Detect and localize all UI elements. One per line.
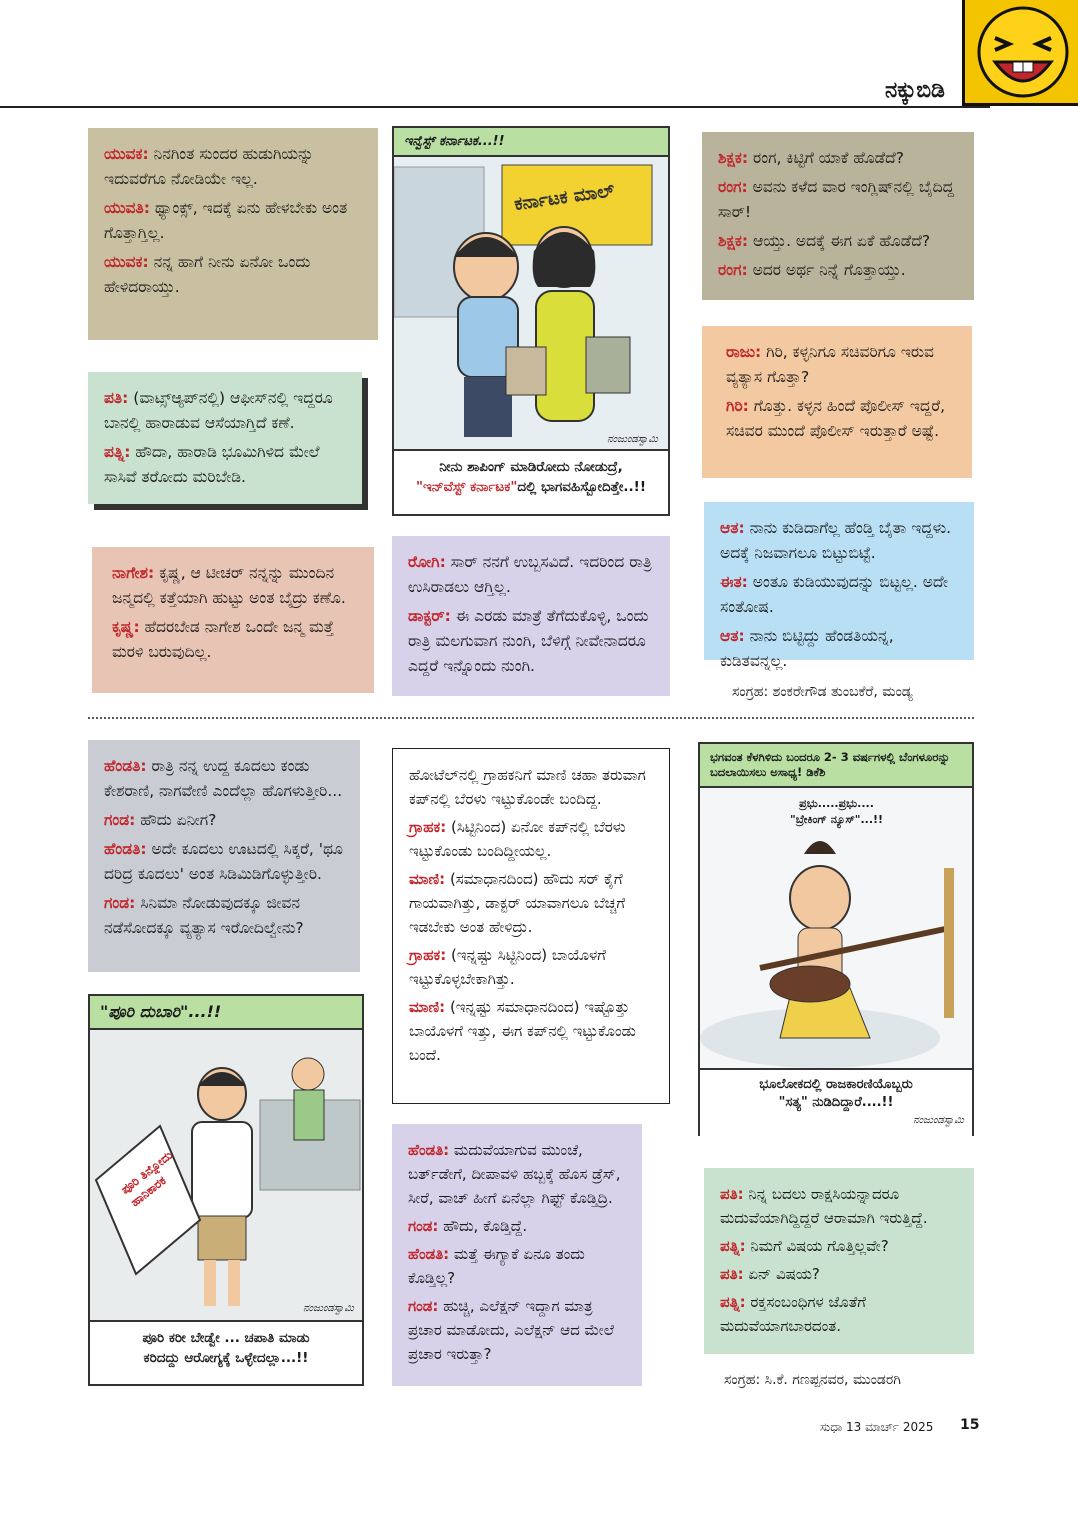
joke-line: ಗಂಡ: ಸಿನಿಮಾ ನೋಡುವುದಕ್ಕೂ ಜೀವನ ನಡೆಸೋದಕ್ಕೂ ವ್ಯತ್ಯಾಸ ಇರೋದಿಲ್ವೇನು? (104, 894, 304, 937)
cartoon-caption: ನೀನು ಶಾಪಿಂಗ್ ಮಾಡಿರೋದು ನೋಡುದ್ರೆ, "ಇನ್‌ವೆಸ್ಟ್ ಕರ್ನಾಟಕ"ದಲ್ಲಿ ಭಾಗವಹಿಸ್ಬೋದಿತ್ತೇ..!! (394, 449, 668, 503)
cartoon-breaking-news (698, 742, 974, 1136)
cartoon-illustration (700, 788, 972, 1068)
joke-card-8 (88, 740, 360, 972)
joke-line: ಹೆಂಡತಿ: ರಾತ್ರಿ ನನ್ನ ಉದ್ದ ಕೂದಲು ಕಂಡು ಕೇಶರಾಣಿ, ನಾಗವೇಣಿ ಎಂದೆಲ್ಲಾ ಹೊಗಳುತ್ತೀರಿ... (104, 757, 343, 800)
cartoon-caption: ಭೂಲೋಕದಲ್ಲಿ ರಾಜಕಾರಣಿಯೊಬ್ಬರು "ಸತ್ಯ" ನುಡಿದಿದ್ದಾರೆ....!! ನಂಜುಂಡಸ್ವಾಮಿ (700, 1068, 972, 1136)
joke-line: ಪತ್ನಿ: ರಕ್ತಸಂಬಂಧಿಗಳ ಜೊತೆಗೆ ಮದುವೆಯಾಗಬಾರದಂತ. (720, 1293, 866, 1335)
laughing-face-icon (965, 0, 1078, 106)
header-divider (0, 106, 990, 108)
joke-line: ಯುವಕ: ನಿನಗಿಂತ ಸುಂದರ ಹುಡುಗಿಯನ್ನು ಇದುವರೆಗೂ ನೋಡಿಯೇ ಇಲ್ಲ. (104, 145, 314, 188)
joke-line: ಹೆಂಡತಿ: ಅದೇ ಕೂದಲು ಊಟದಲ್ಲಿ ಸಿಕ್ಕರೆ, 'ಥೂ ದರಿದ್ರ ಕೂದಲು' ಅಂತ ಸಿಡಿಮಿಡಿಗೊಳ್ಳುತ್ತೀರಿ. (104, 840, 343, 883)
joke-card-9 (392, 748, 670, 1104)
joke-line: ಪತಿ: ನಿನ್ನ ಬದಲು ರಾಕ್ಷಸಿಯನ್ನಾದರೂ ಮದುವೆಯಾಗಿದ್ದಿದ್ದರೆ ಆರಾಮಾಗಿ ಇರುತ್ತಿದ್ದೆ. (720, 1185, 928, 1227)
joke-line: ಗಿರಿ: ಗೊತ್ತು. ಕಳ್ಳನ ಹಿಂದೆ ಪೊಲೀಸ್ ಇದ್ದರೆ, ಸಚಿವರ ಮುಂದೆ ಪೊಲೀಸ್ ಇರುತ್ತಾರೆ ಅಷ್ಟೆ. (726, 397, 946, 440)
artist-signature: ನಂಜುಂಡಸ್ವಾಮಿ (303, 1303, 354, 1314)
joke-line: ಗಂಡ: ಹೌದು ಏನೀಗ? (104, 811, 217, 829)
footer-text: ಸುಧಾ 13 ಮಾರ್ಚ್ 2025 (820, 1420, 934, 1434)
joke-card-7 (704, 502, 974, 670)
cartoon-title: ಭಗವಂತ ಕೆಳಗಿಳಿದು ಬಂದರೂ 2- 3 ವರ್ಷಗಳಲ್ಲಿ ಬೆಂಗಳೂರನ್ನು ಬದಲಾಯಿಸಲು ಅಸಾಧ್ಯ! ಡಿಕೆಶಿ (700, 744, 972, 788)
joke-line: ಶಿಕ್ಷಕ: ರಂಗ, ಕಿಟ್ಟಿಗೆ ಯಾಕೆ ಹೊಡೆದೆ? (718, 149, 904, 167)
joke-card-3 (92, 547, 374, 693)
joke-line: ಈತ: ಅಂತೂ ಕುಡಿಯುವುದನ್ನು ಬಿಟ್ಟಲ್ಲ. ಅದೇ ಸಂತೋಷ. (720, 573, 949, 616)
joke-line: ಗ್ರಾಹಕ: (ಸಿಟ್ಟಿನಿಂದ) ಏನೋ ಕಪ್‌ನಲ್ಲಿ ಬೆರಳು ಇಟ್ಟುಕೊಂಡು ಬಂದಿದ್ದೀಯಲ್ಲ. (409, 818, 626, 860)
joke-line: ರಾಜು: ಗಿರಿ, ಕಳ್ಳನಿಗೂ ಸಚಿವರಿಗೂ ಇರುವ ವ್ಯತ್ಯಾಸ ಗೊತ್ತಾ? (726, 343, 934, 386)
joke-card-5 (702, 132, 974, 300)
joke-card-6 (702, 326, 972, 478)
joke-line: ಆತ: ನಾನು ಬಿಟ್ಟಿದ್ದು ಹೆಂಡತಿಯನ್ನ, ಕುಡಿತವನ್ನಲ್ಲ. (720, 627, 894, 670)
joke-card-4 (392, 536, 670, 696)
artist-signature: ನಂಜುಂಡಸ್ವಾಮಿ (913, 1115, 964, 1126)
credit-top: ಸಂಗ್ರಹ: ಶಂಕರೇಗೌಡ ತುಂಬಕೆರೆ, ಮಂಡ್ಯ (732, 684, 913, 700)
joke-line: ಯುವಕ: ನನ್ನ ಹಾಗೆ ನೀನು ಏನೋ ಒಂದು ಹೇಳಿದರಾಯ್ತು. (104, 253, 311, 296)
page-number: 15 (960, 1417, 980, 1433)
joke-line: ರಂಗ: ಅದರ ಅರ್ಥ ನಿನ್ನೆ ಗೊತ್ತಾಯ್ತು. (718, 261, 906, 279)
joke-card-2 (88, 372, 362, 504)
joke-line: ಪತ್ನಿ: ಹೌದಾ, ಹಾರಾಡಿ ಭೂಮಿಗಿಳಿದ ಮೇಲೆ ಸಾಸಿವೆ ತರೋದು ಮರಿಬೇಡಿ. (104, 443, 320, 486)
joke-line: ಮಾಣಿ: (ಇನ್ನಷ್ಟು ಸಮಾಧಾನದಿಂದ) ಇಷ್ಟೊತ್ತು ಬಾಯೊಳಗೆ ಇತ್ತು, ಈಗ ಕಪ್‌ನಲ್ಲಿ ಇಟ್ಟುಕೊಂಡು ಬಂದೆ. (409, 998, 636, 1064)
cartoon-illustration (90, 1030, 362, 1320)
joke-line: ಪತ್ನಿ: ನಿಮಗೆ ವಿಷಯ ಗೊತ್ತಿಲ್ಲವೇ? (720, 1237, 889, 1255)
joke-line: ಪತಿ: (ವಾಟ್ಸ್ಆ್ಯಪ್‌ನಲ್ಲಿ) ಆಫೀಸ್‌ನಲ್ಲಿ ಇದ್ದರೂ ಬಾನಲ್ಲಿ ಹಾರಾಡುವ ಆಸೆಯಾಗ್ತಿದೆ ಕಣೆ. (104, 389, 333, 432)
joke-line: ಮಾಣಿ: (ಸಮಾಧಾನದಿಂದ) ಹೌದು ಸರ್ ಕೈಗೆ ಗಾಯವಾಗಿತ್ತು, ಡಾಕ್ಟರ್ ಯಾವಾಗಲೂ ಬೆಚ್ಚಗೆ ಇಡಬೇಕು ಅಂತ ಹೇಳಿದ್ರು. (409, 870, 626, 936)
shop-sign: ಕರ್ನಾಟಕ ಮಾಲ್ (513, 180, 616, 215)
artist-signature: ನಂಜುಂಡಸ್ವಾಮಿ (607, 434, 658, 445)
joke-line: ರಂಗ: ಅವನು ಕಳೆದ ವಾರ ಇಂಗ್ಲಿಷ್‌ನಲ್ಲಿ ಬೈದಿದ್ದ ಸಾರ್! (718, 178, 955, 221)
joke-line: ಯುವತಿ: ಥ್ಯಾಂಕ್ಸ್, ಇದಕ್ಕೆ ಏನು ಹೇಳಬೇಕು ಅಂತ ಗೊತ್ತಾಗ್ತಿಲ್ಲ. (104, 199, 348, 242)
cartoon-invest-karnataka (392, 126, 670, 516)
cartoon-title: "ಪೂರಿ ದುಬಾರಿ"...!! (90, 996, 362, 1030)
joke-line: ಕೃಷ್ಣ: ಹೆದರಬೇಡ ನಾಗೇಶ ಒಂದೇ ಜನ್ಮ ಮತ್ತೆ ಮರಳಿ ಬರುವುದಿಲ್ಲ. (112, 618, 334, 661)
cartoon-poori-dubari (88, 994, 364, 1386)
joke-line: ಶಿಕ್ಷಕ: ಆಯ್ತು. ಅದಕ್ಕೆ ಈಗ ಏಕೆ ಹೊಡೆದೆ? (718, 232, 931, 250)
joke-line: ಹೆಂಡತಿ: ಮತ್ತೆ ಈಗ್ಯಾಕೆ ಏನೂ ತಂದು ಕೊಡ್ತಿಲ್ಲ? (408, 1245, 585, 1287)
credit-bottom: ಸಂಗ್ರಹ: ಸಿ.ಕೆ. ಗಣಪ್ಪನವರ, ಮುಂಡರಗಿ (724, 1372, 901, 1388)
narada-with-veena-drawing (700, 788, 972, 1068)
joke-line: ನಾಗೇಶ: ಕೃಷ್ಣ, ಆ ಟೀಚರ್ ನನ್ನನ್ನು ಮುಂದಿನ ಜನ್ಮದಲ್ಲಿ ಕತ್ತೆಯಾಗಿ ಹುಟ್ಟು ಅಂತ ಬೈದ್ರು ಕಣೊ. (112, 564, 346, 607)
cartoon-caption: ಪೂರಿ ಕರೀ ಬೇಡ್ವೇ ... ಚಪಾತಿ ಮಾಡು ಕರಿದದ್ದು ಆರೋಗ್ಯಕ್ಕೆ ಒಳ್ಳೇದಲ್ಲಾ...!! (90, 1320, 362, 1374)
newspaper-headline: ಪೂರಿ ತಿನ್ನೋದು ಹಾನಿಕಾರಕ (118, 1148, 176, 1210)
speech-bubble: ಪ್ರಭು.....ಪ್ರಭು.... "ಬ್ರೇಕಿಂಗ್ ನ್ಯೂಸ್"...!! (790, 797, 884, 826)
cartoon-title: ಇನ್ವೆಸ್ಟ್ ಕರ್ನಾಟಕ...!! (394, 128, 668, 157)
joke-line: ಹೆಂಡತಿ: ಮದುವೆಯಾಗುವ ಮುಂಚೆ, ಬರ್ತ್‌ಡೇಗೆ, ದೀಪಾವಳಿ ಹಬ್ಬಕ್ಕೆ ಹೊಸ ಡ್ರೆಸ್, ಸೀರೆ, ವಾಚ್ ಹೀಗೆ ಏನೆಲ್ಲಾ ಗಿಫ್ಟ್ ಕೊಡ್ತಿದ್ರಿ. (408, 1141, 621, 1207)
joke-card-1 (88, 128, 378, 340)
joke-card-10 (392, 1124, 642, 1386)
section-title: ನಕ್ಕುಬಿಡಿ (885, 78, 945, 103)
joke-line: ಹೋಟೆಲ್‌ನಲ್ಲಿ ಗ್ರಾಹಕನಿಗೆ ಮಾಣಿ ಚಹಾ ತರುವಾಗ ಕಪ್‌ನಲ್ಲಿ ಬೆರಳು ಇಟ್ಟುಕೊಂಡೇ ಬಂದಿದ್ದ. (409, 766, 646, 808)
joke-line: ಗ್ರಾಹಕ: (ಇನ್ನಷ್ಟು ಸಿಟ್ಟಿನಿಂದ) ಬಾಯೊಳಗೆ ಇಟ್ಟುಕೊಳ್ಳಬೇಕಾಗಿತ್ತು. (409, 946, 606, 988)
section-divider (88, 717, 974, 719)
joke-line: ಗಂಡ: ಹುಚ್ಚಿ, ಎಲೆಕ್ಷನ್ ಇದ್ದಾಗ ಮಾತ್ರ ಪ್ರಚಾರ ಮಾಡೋದು, ಎಲೆಕ್ಷನ್ ಆದ ಮೇಲೆ ಪ್ರಚಾರ ಇರುತ್ತಾ? (408, 1297, 615, 1363)
joke-line: ರೋಗಿ: ಸಾರ್ ನನಗೆ ಉಬ್ಬಸವಿದೆ. ಇದರಿಂದ ರಾತ್ರಿ ಉಸಿರಾಡಲು ಆಗ್ತಿಲ್ಲ. (408, 553, 652, 596)
joke-line: ಗಂಡ: ಹೌದು, ಕೊಡ್ತಿದ್ದೆ. (408, 1217, 528, 1235)
joke-line: ಆತ: ನಾನು ಕುಡಿದಾಗೆಲ್ಲ ಹೆಂಡ್ತಿ ಬೈತಾ ಇದ್ದಳು. ಅದಕ್ಕೆ ನಿಜವಾಗಲೂ ಬಿಟ್ಟುಬಿಟ್ಟೆ. (720, 519, 952, 562)
cartoon-illustration (394, 157, 668, 449)
laughing-face-badge (962, 0, 1078, 106)
joke-line: ಪತಿ: ಏನ್ ವಿಷಯ? (720, 1265, 820, 1283)
joke-card-11 (704, 1168, 974, 1354)
joke-line: ಡಾಕ್ಟರ್: ಈ ಎರಡು ಮಾತ್ರೆ ತೆಗೆದುಕೊಳ್ಳಿ, ಒಂದು ರಾತ್ರಿ ಮಲಗುವಾಗ ನುಂಗಿ, ಬೆಳಿಗ್ಗೆ ನೀವೇನಾದರೂ ಎದ್ದರೆ ಇನ್ನೊಂದು ನುಂಗಿ. (408, 607, 649, 675)
